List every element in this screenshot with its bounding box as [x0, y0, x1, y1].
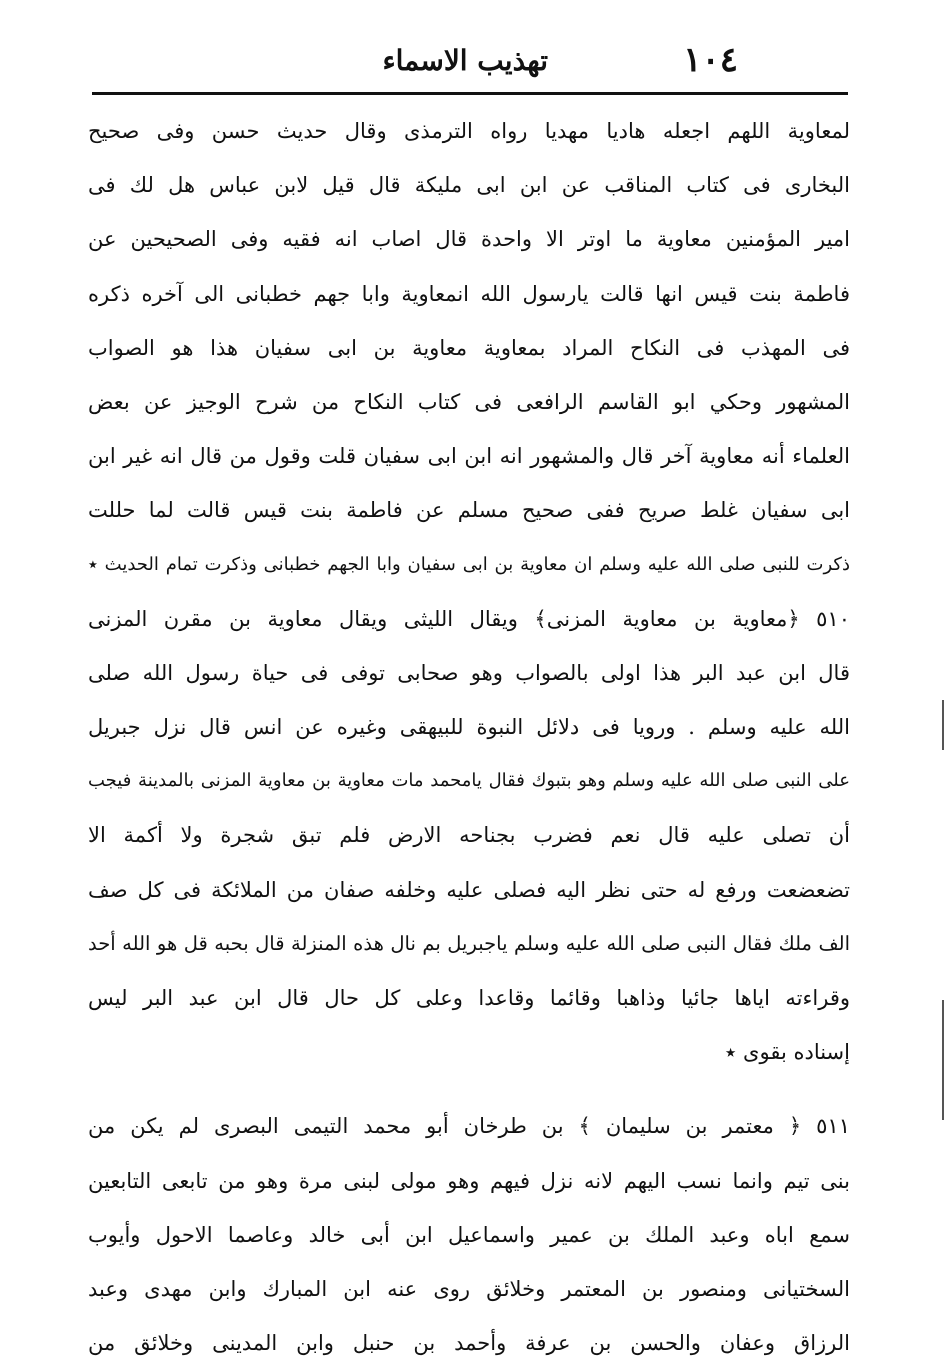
text-line: بنى تيم وانما نسب اليهم لانه نزل فيهم وهو مولى لبنى مرة وهو من تابعى التابعين [88, 1168, 850, 1193]
header-rule [92, 92, 848, 95]
text-line: امير المؤمنين معاوية ما اوتر الا واحدة قال اصاب انه فقيه وفى الصحيحين عن [88, 227, 850, 252]
scan-edge-mark [942, 700, 944, 750]
entry-muawiya-al-muzani [88, 592, 850, 1080]
text-line: قال ابن عبد البر هذا اولى بالصواب وهو صحابى توفى فى حياة رسول الله صلى [88, 660, 850, 685]
text-line: الله عليه وسلم . ورويا فى دلائل النبوة للبيهقى وغيره عن انس قال نزل جبريل [88, 715, 850, 740]
text-line: لمعاوية اللهم اجعله هاديا مهديا رواه الترمذى وقال حديث حسن وفى صحيح [88, 119, 850, 143]
page-body [88, 104, 850, 1370]
text-line: على النبى صلى الله عليه وسلم وهو بتبوك فقال يامحمد مات معاوية بن معاوية المزنى بالمدينة فيجب [88, 770, 850, 792]
page-number: ١٠٤ [683, 40, 738, 80]
entry-heading-line: ٥١٠ ﴿معاوية بن معاوية المزنى﴾ ويقال الليثى ويقال معاوية بن مقرن المزنى [88, 606, 850, 631]
text-line: أن تصلى عليه قال نعم فضرب بجناحه الارض فلم تبق شجرة ولا أكمة الا [88, 823, 850, 848]
scan-edge-mark [942, 1000, 944, 1120]
entry-heading-line: ٥١١ ﴿ معتمر بن سليمان ﴾ بن طرخان أبو محمد التيمى البصرى لم يكن من [88, 1114, 850, 1139]
text-line: الرزاق وعفان والحسن بن عرفة وأحمد بن حنبل وابن المدينى وخلائق من [88, 1331, 850, 1356]
text-line: الف ملك فقال النبى صلى الله عليه وسلم ياجبريل بم نال هذه المنزلة قال بحبه قل هو الله أحد [88, 931, 850, 955]
text-line: العلماء أنه معاوية آخر قال والمشهور انه ابن ابى سفيان قلت وقول من قال انه غير ابن [88, 444, 850, 469]
text-line: ابى سفيان غلط صريح ففى صحيح مسلم عن فاطمة بنت قيس قالت لما حللت [88, 498, 850, 523]
text-line: فاطمة بنت قيس انها قالت يارسول الله انمعاوية وابا جهم خطبانى الى آخره ذكره [88, 281, 850, 306]
running-title: تهذيب الاسماء [382, 44, 548, 77]
text-line: البخارى فى كتاب المناقب عن ابن ابى مليكة قال قيل لابن عباس هل لك فى [88, 173, 850, 198]
text-line: سمع اباه وعبد الملك بن عمير واسماعيل ابن أبى خالد وعاصما الاحول وأيوب [88, 1222, 850, 1247]
text-line: ذكرت للنبى صلى الله عليه وسلم ان معاوية بن ابى سفيان وابا الجهم خطبانى وذكرت تمام الحديث ٭ [88, 553, 850, 575]
text-line-last: إسناده بقوى ٭ [724, 1040, 850, 1065]
text-line: السختيانى ومنصور بن المعتمر وخلائق روى عنه ابن المبارك وابن مهدى وعبد [88, 1276, 850, 1301]
entry-separator [88, 1079, 850, 1099]
text-line: وقراءته اياها جائيا وذاهبا وقائما وقاعدا وعلى كل حال قال ابن عبد البر ليس [88, 986, 850, 1010]
entry-mutamir-ibn-sulayman [88, 1099, 850, 1370]
text-line: تضعضعت ورفع له حتى نظر اليه فصلى عليه وخلفه صفان من الملائكة فى كل صف [88, 877, 850, 902]
page-header [90, 34, 848, 90]
text-line: فى المهذب فى النكاح المراد بمعاوية معاوية بن ابى سفيان هذا هو الصواب [88, 335, 850, 360]
text-line: المشهور وحكي ابو القاسم الرافعى فى كتاب النكاح من شرح الوجيز عن بعض [88, 389, 850, 414]
entry-muawiya-continued [88, 104, 850, 592]
